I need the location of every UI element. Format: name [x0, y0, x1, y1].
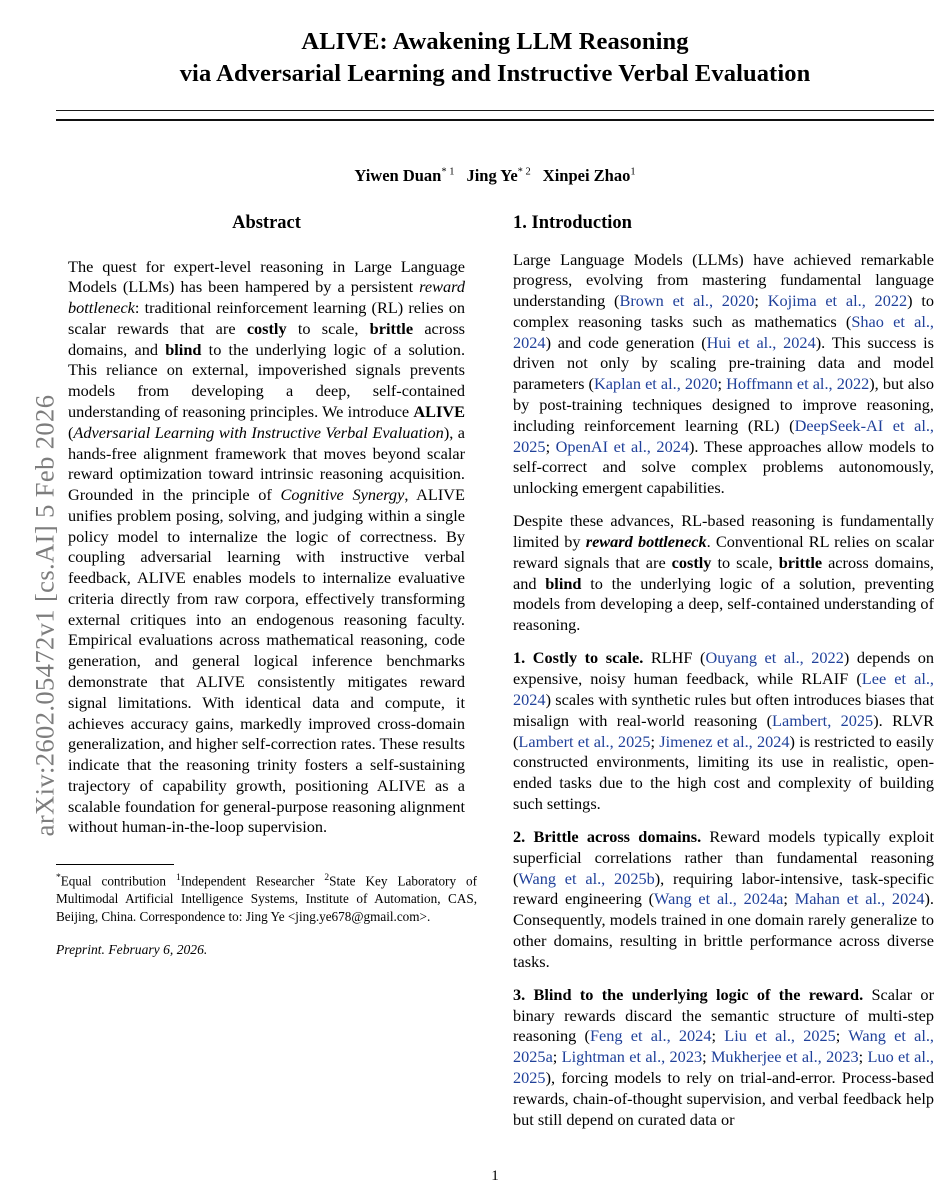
introduction-text-run: ), forcing models to rely on trial-and-error. Process-based rewards, chain-of-thought supervision, and verbal feedback help but still depend on curated data or — [513, 1067, 934, 1129]
introduction-text-run: ), requiring labor-intensive, task-specific reward engineering ( — [513, 868, 935, 909]
introduction-text-run: RLHF ( — [643, 648, 706, 668]
introduction-text-run: . Conventional RL relies on scalar reward signals that are — [513, 532, 934, 572]
title-divider-thick — [56, 119, 934, 121]
citation-reference[interactable]: Brown et al., 2020 — [619, 291, 755, 311]
citation-reference[interactable]: DeepSeek-AI et al., 2025 — [513, 415, 934, 456]
abstract-text-run: : traditional reinforcement learning (RL) relies on scalar rewards that are — [68, 298, 465, 338]
author-name: Jing Ye — [466, 165, 518, 185]
right-column — [513, 213, 934, 1131]
introduction-text-run: ; — [545, 436, 556, 456]
introduction-text-run: Despite these advances, RL-based reasoning is fundamentally limited by — [513, 511, 934, 552]
introduction-text-run: Large Language Models (LLMs) have achieved remarkable progress, evolving from mastering fundamental language understanding ( — [513, 249, 934, 311]
citation-reference[interactable]: Lambert, 2025 — [772, 710, 874, 730]
abstract-text-run: to the underlying logic of a solution. This reliance on external, impoverished signals prevents models from developing a deep, self-contained understanding of reasoning principles. We introduce — [68, 339, 466, 422]
introduction-paragraph — [513, 985, 934, 1130]
abstract-body — [68, 257, 465, 838]
introduction-paragraph — [513, 827, 934, 972]
footnote-block — [56, 864, 477, 958]
footnote-marker: 2 — [324, 873, 330, 884]
author-entry — [543, 166, 636, 185]
paper-page — [56, 0, 934, 1200]
introduction-paragraph — [513, 511, 934, 636]
footnote-marker: * — [56, 873, 61, 884]
footnote-text-run: State Key Laboratory of Multimodal Artificial Intelligence Systems, Institute of Automation, CAS, Beijing, China. Correspondence to: Jing Ye <jing.ye678@gmail.com>. — [56, 873, 477, 924]
author-entry — [354, 166, 454, 185]
introduction-text-run: ; — [858, 1047, 868, 1067]
introduction-text-run: ; — [650, 731, 660, 751]
introduction-text-run: costly — [671, 552, 712, 572]
introduction-paragraph — [513, 250, 934, 499]
introduction-text-run: ). This success is driven not only by scaling pre-training data and model parameters ( — [513, 332, 935, 394]
introduction-text-run: ) is restricted to easily constructed environments, limiting its use in realistic, open-ended tasks due to the high cost and complexity of building such settings. — [513, 731, 934, 813]
author-affiliation-marks: 1 — [630, 166, 636, 178]
author-name: Yiwen Duan — [354, 165, 442, 185]
abstract-text-run: ), a hands-free alignment framework that moves beyond scalar reward optimization toward intrinsic reasoning acquisition. Grounded in the principle of — [68, 422, 465, 505]
introduction-text-run: ). Consequently, models trained in one domain rarely generalize to other domains, resulting in brittle performance across diverse tasks. — [513, 889, 934, 971]
abstract-heading: Abstract — [232, 212, 301, 233]
abstract-text-run: , ALIVE unifies problem posing, solving, and judging within a single policy model to internalize the logic of correctness. By coupling adversarial learning with instructive verbal feedback, ALIVE enables models to internalize evaluative criteria directly from raw corpora, effectively transforming external critiques into an endogenous reasoning faculty. Empirical evaluations across mathematical reasoning, code generation, and general logical inference benchmarks demonstrate that ALIVE consistently mitigates reward signal limitations. With identical data and compute, it achieves accuracy gains, markedly improved cross-domain generalization, and higher self-correction rates. These results indicate that the reasoning trinity fosters a self-sustaining trajectory of capability growth, positioning ALIVE as a scalable foundation for general-purpose reasoning alignment without human-in-the-loop supervision. — [68, 485, 465, 837]
introduction-text-run: 3. Blind to the underlying logic of the reward. — [513, 984, 864, 1004]
introduction-text-run: to the underlying logic of a solution, preventing models from developing a deep, self-contained understanding of reasoning. — [513, 573, 934, 635]
abstract-text-run: to scale, — [286, 318, 370, 338]
section-heading-introduction: 1. Introduction — [513, 212, 632, 233]
introduction-text-run: ; — [711, 1026, 725, 1046]
abstract-text-run: brittle — [369, 318, 414, 338]
citation-reference[interactable]: Wang et al., 2025b — [518, 868, 655, 888]
introduction-text-run: ), but also by post-training techniques designed to improve reasoning, including reinforcement learning (RL) ( — [513, 374, 934, 435]
introduction-text-run: ) and code generation ( — [545, 332, 707, 352]
two-column-body — [56, 213, 934, 1131]
footnote-text-run: Independent Researcher — [180, 873, 325, 889]
footnote-text-run: Equal contribution — [60, 873, 176, 889]
preprint-notice: Preprint. February 6, 2026. — [56, 942, 208, 958]
title-block — [56, 0, 934, 121]
footnote-text — [56, 872, 477, 925]
citation-reference[interactable]: Hoffmann et al., 2022 — [726, 374, 870, 394]
introduction-text-run: to scale, — [711, 552, 779, 572]
author-affiliation-marks: * 2 — [517, 166, 531, 178]
abstract-text-run: costly — [246, 318, 287, 338]
introduction-text-run: ) to complex reasoning tasks such as mathematics ( — [513, 291, 935, 331]
citation-reference[interactable]: Luo et al., 2025 — [513, 1047, 934, 1087]
footnote-divider — [56, 864, 174, 865]
abstract-text-run: The quest for expert-level reasoning in Large Language Models (LLMs) has been hampered by a persistent — [68, 256, 465, 297]
introduction-text-run: reward bottleneck — [585, 532, 707, 552]
abstract-text-run: across domains, and — [68, 318, 466, 359]
introduction-paragraph — [513, 648, 934, 814]
citation-reference[interactable]: Hui et al., 2024 — [706, 332, 816, 352]
citation-reference[interactable]: Lightman et al., 2023 — [561, 1047, 703, 1067]
abstract-text-run: ALIVE — [413, 402, 465, 422]
introduction-text-run: across domains, and — [513, 552, 934, 593]
introduction-text-run: ; — [702, 1047, 711, 1067]
introduction-text-run: Reward models typically exploit superficial correlations rather than fundamental reasoning ( — [513, 827, 934, 888]
introduction-text-run: ; — [783, 889, 795, 909]
introduction-text-run: ; — [754, 291, 768, 311]
title-divider-thin — [56, 110, 934, 111]
citation-reference[interactable]: Mahan et al., 2024 — [794, 889, 925, 909]
citation-reference[interactable]: Lee et al., 2024 — [513, 669, 935, 709]
citation-reference[interactable]: Kaplan et al., 2020 — [593, 374, 718, 394]
citation-reference[interactable]: Liu et al., 2025 — [724, 1026, 836, 1046]
citation-reference[interactable]: Wang et al., 2025a — [513, 1026, 934, 1067]
paper-title-line-1: ALIVE: Awakening LLM Reasoning — [301, 28, 689, 55]
abstract-text-run: ( — [68, 422, 74, 442]
introduction-text-run: brittle — [778, 552, 823, 572]
arxiv-identifier-stamp: arXiv:2602.05472v1 [cs.AI] 5 Feb 2026 — [29, 394, 60, 837]
citation-reference[interactable]: Ouyang et al., 2022 — [705, 648, 844, 668]
citation-reference[interactable]: Jimenez et al., 2024 — [659, 731, 790, 751]
footnote-marker: 1 — [175, 873, 181, 884]
left-column — [56, 213, 477, 958]
introduction-body — [513, 250, 934, 1131]
introduction-text-run: ). RLVR ( — [513, 710, 934, 751]
citation-reference[interactable]: Lambert et al., 2025 — [518, 731, 651, 751]
introduction-text-run: ). These approaches allow models to self-correct and solve complex problems autonomously, unlocking emergent capabilities. — [513, 436, 934, 498]
introduction-text-run: ) depends on expensive, noisy human feedback, while RLAIF ( — [513, 648, 935, 689]
citation-reference[interactable]: Shao et al., 2024 — [513, 311, 935, 352]
introduction-text-run: 1. Costly to scale. — [513, 648, 644, 668]
abstract-text-run: Adversarial Learning with Instructive Verbal Evaluation — [73, 422, 444, 442]
author-name: Xinpei Zhao — [542, 165, 631, 185]
introduction-text-run: ; — [717, 374, 727, 394]
page-title — [56, 26, 934, 91]
introduction-text-run: Scalar or binary rewards discard the semantic structure of multi-step reasoning ( — [513, 984, 934, 1046]
citation-reference[interactable]: OpenAI et al., 2024 — [555, 436, 689, 456]
abstract-text-run: Cognitive Synergy — [280, 485, 405, 505]
introduction-text-run: ) scales with synthetic rules but often introduces biases that misalign with real-world reasoning ( — [513, 689, 934, 730]
introduction-text-run: 2. Brittle across domains. — [513, 827, 702, 847]
introduction-text-run: blind — [545, 573, 582, 593]
abstract-text-run: blind — [165, 339, 202, 359]
introduction-text-run: ; — [835, 1026, 849, 1046]
citation-reference[interactable]: Mukherjee et al., 2023 — [710, 1047, 859, 1067]
citation-reference[interactable]: Kojima et al., 2022 — [767, 291, 908, 311]
author-entry — [466, 166, 530, 185]
citation-reference[interactable]: Wang et al., 2024a — [654, 889, 784, 909]
citation-reference[interactable]: Feng et al., 2024 — [589, 1026, 712, 1046]
paper-title-line-2: via Adversarial Learning and Instructive Verbal Evaluation — [179, 60, 811, 88]
author-affiliation-marks: * 1 — [441, 166, 455, 178]
author-list — [56, 166, 934, 186]
page-number: 1 — [491, 1168, 499, 1184]
abstract-paragraph — [68, 257, 465, 838]
abstract-text-run: reward bottleneck — [68, 277, 465, 318]
introduction-text-run: ; — [552, 1047, 562, 1067]
